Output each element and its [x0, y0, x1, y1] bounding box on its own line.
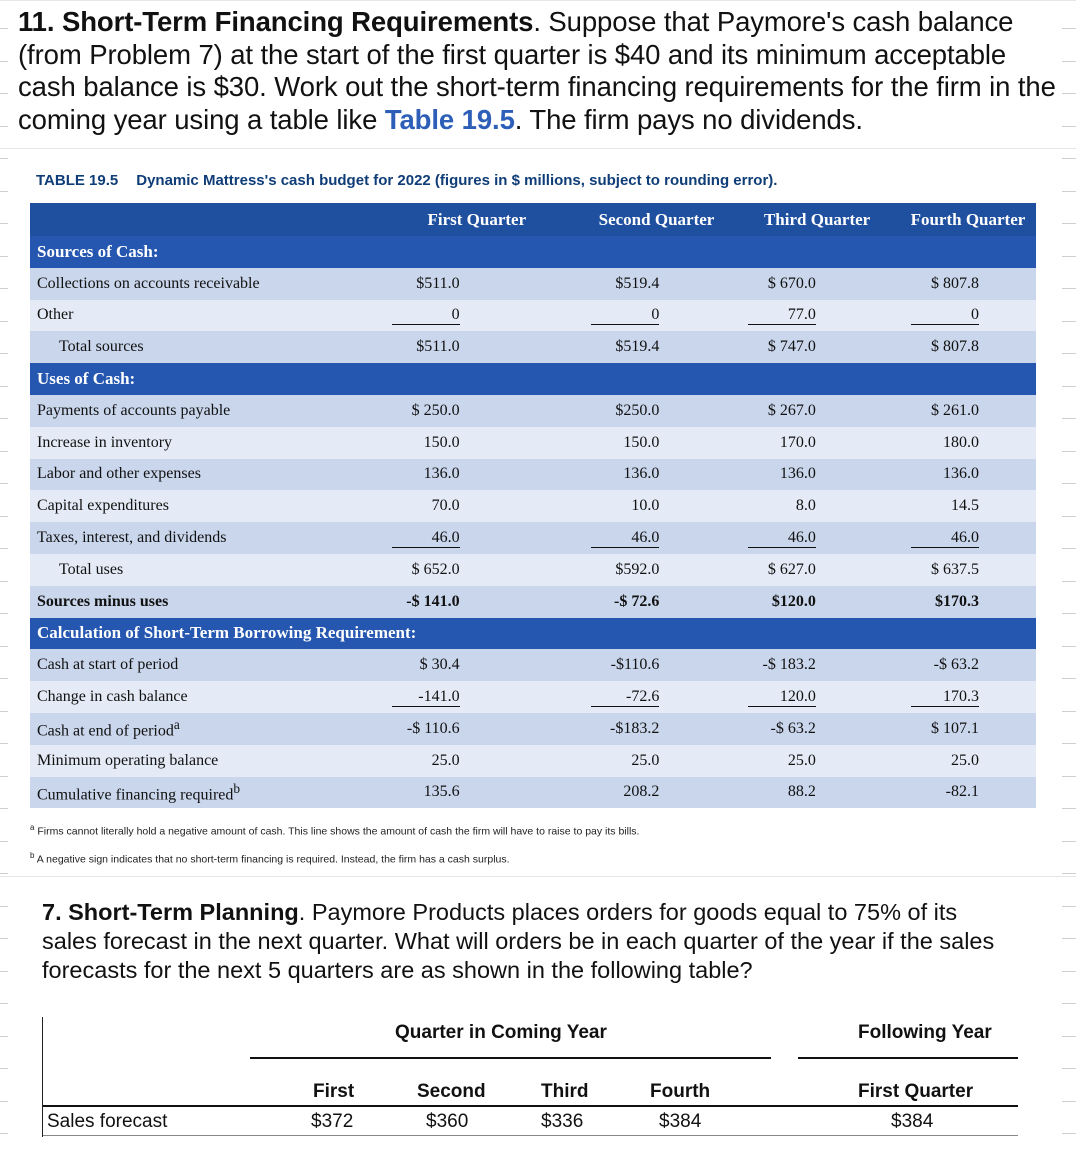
- cell-value-text: 136.0: [423, 465, 460, 483]
- grid-tick: [1062, 516, 1076, 517]
- cell-value-text: $592.0: [615, 560, 660, 578]
- row-label-text: Capital expenditures: [37, 497, 169, 515]
- table-row: [30, 268, 1036, 300]
- cell-value: [734, 681, 900, 713]
- cell-value-text: -$ 183.2: [762, 656, 816, 674]
- cell-value: [375, 300, 579, 332]
- table-row: [30, 490, 1036, 522]
- cell-value: [734, 649, 900, 681]
- row-label-text: Cash at end of period: [37, 722, 174, 740]
- cell-value: [900, 777, 1036, 809]
- cell-value: [375, 395, 579, 427]
- grid-tick: [0, 353, 8, 354]
- cell-value-text: $ 30.4: [419, 656, 460, 674]
- cell-value: [579, 649, 735, 681]
- table-row: [30, 713, 1036, 745]
- grid-tick: [1062, 483, 1076, 484]
- cell-value: [375, 649, 579, 681]
- cell-value: [734, 300, 900, 332]
- grid-tick: [0, 1068, 8, 1069]
- row-label-text: Other: [37, 306, 74, 324]
- row-label: [30, 554, 375, 586]
- cell-value-text: $ 107.1: [931, 719, 979, 737]
- cell-value: [900, 522, 1036, 554]
- cell-value: [375, 268, 579, 300]
- grid-tick: [1062, 353, 1076, 354]
- cell-value-text: 180.0: [943, 433, 979, 451]
- group-header-following-year: Following Year: [858, 1022, 992, 1043]
- table-row: [30, 331, 1036, 363]
- footnote-a-text: Firms cannot literally hold a negative amount of cash. This line shows the amount of cash the firm will have to raise to pay its bills.: [37, 825, 640, 838]
- header-rule: [43, 1105, 1018, 1107]
- cell-value: [734, 490, 900, 522]
- header-second-quarter: Second Quarter: [579, 203, 735, 236]
- row-label: [30, 777, 375, 809]
- row-label: [30, 649, 375, 681]
- problem-11-heading: 11. Short-Term Financing Requirements: [18, 6, 534, 37]
- table-row: [30, 395, 1036, 427]
- grid-tick: [0, 28, 8, 29]
- cell-value: [900, 554, 1036, 586]
- table-row: [30, 586, 1036, 618]
- row-label-text: Minimum operating balance: [37, 751, 219, 769]
- grid-tick: [1062, 93, 1076, 94]
- cell-value: [734, 554, 900, 586]
- section-borrowing-calculation: [30, 618, 1036, 650]
- cell-value: [375, 427, 579, 459]
- grid-tick: [1062, 873, 1076, 874]
- problem-11-text: [18, 6, 1058, 136]
- cell-value: [900, 681, 1036, 713]
- footnote-marker: a: [173, 717, 180, 733]
- header-fourth-quarter: Fourth Quarter: [900, 203, 1036, 236]
- cell-value: [375, 745, 579, 777]
- grid-tick: [0, 906, 8, 907]
- table-19-5-reference[interactable]: Table 19.5: [384, 103, 515, 135]
- cell-value-text: $519.4: [615, 338, 660, 356]
- cell-value-text: 135.6: [423, 783, 460, 801]
- row-label: [30, 395, 375, 427]
- row-label-text: Cumulative financing required: [37, 786, 234, 804]
- footnote-b-mark: b: [30, 851, 35, 860]
- cell-value-text: 25.0: [631, 751, 660, 769]
- row-label-text: Cash at start of period: [37, 656, 179, 674]
- problem-11-body-a: . Suppose that Paymore's cash balance (from Problem 7) at the start of the first quarter is $40 and its minimum acceptable cash balance is $30. Work out the short-term financing requirements for the firm in the coming year using a table like: [18, 6, 1056, 135]
- cell-value: [734, 777, 900, 809]
- cell-value-text: $ 747.0: [767, 338, 816, 356]
- cell-value-text: 46.0: [392, 529, 460, 548]
- grid-tick: [0, 873, 8, 874]
- grid-tick: [0, 93, 8, 94]
- col-second: Second: [417, 1081, 486, 1102]
- grid-tick: [1062, 906, 1076, 907]
- cell-value-text: 77.0: [748, 306, 816, 325]
- cell-value: [734, 459, 900, 491]
- row-label: [30, 745, 375, 777]
- grid-tick: [1062, 1036, 1076, 1037]
- cell-value-text: -$ 110.6: [406, 719, 460, 737]
- grid-tick: [0, 483, 8, 484]
- cell-value-text: 14.5: [951, 497, 979, 515]
- table-row: [30, 554, 1036, 586]
- cell-value-text: $519.4: [615, 274, 660, 292]
- grid-tick: [1062, 158, 1076, 159]
- cell-value-text: $ 637.5: [931, 560, 979, 578]
- col-fourth: Fourth: [650, 1081, 711, 1102]
- value-following-first: $384: [891, 1111, 934, 1132]
- grid-tick: [1062, 581, 1076, 582]
- cell-value-text: -$ 63.2: [770, 719, 816, 737]
- cell-value: [375, 777, 579, 809]
- section-borrowing-calculation-title: Calculation of Short-Term Borrowing Requirement:: [30, 618, 1036, 650]
- cell-value: [375, 490, 579, 522]
- cell-value-text: 0: [591, 306, 659, 325]
- cell-value-text: $ 652.0: [411, 560, 460, 578]
- grid-tick: [0, 1133, 8, 1134]
- cell-value: [900, 300, 1036, 332]
- problem-7-body: . Paymore Products places orders for goods equal to 75% of its sales forecast in the next quarter. What will orders be in each quarter of the year if the sales forecasts for the next 5 quarters are as shown in the following table?: [42, 899, 995, 983]
- cell-value-text: 0: [392, 306, 460, 325]
- row-label-text: Labor and other expenses: [37, 465, 201, 483]
- grid-tick: [0, 971, 8, 972]
- row-label-sales-forecast: Sales forecast: [47, 1111, 168, 1132]
- row-label: [30, 427, 375, 459]
- grid-tick: [0, 613, 8, 614]
- table-row: [30, 745, 1036, 777]
- row-label-text: Increase in inventory: [37, 433, 173, 451]
- cell-value-text: 46.0: [591, 529, 659, 548]
- value-fourth: $384: [659, 1111, 702, 1132]
- cell-value-text: 10.0: [631, 497, 660, 515]
- table-row: [30, 427, 1036, 459]
- table-row: [30, 649, 1036, 681]
- grid-tick: [1062, 321, 1076, 322]
- grid-tick: [1062, 61, 1076, 62]
- cell-value: [734, 713, 900, 745]
- cell-value-text: 25.0: [951, 751, 979, 769]
- cell-value-text: 150.0: [623, 433, 660, 451]
- value-second: $360: [426, 1111, 469, 1132]
- grid-tick: [1062, 841, 1076, 842]
- cell-value-text: 25.0: [431, 751, 460, 769]
- cell-value-text: 208.2: [623, 783, 660, 801]
- grid-tick: [0, 711, 8, 712]
- grid-tick: [0, 646, 8, 647]
- row-label-text: Payments of accounts payable: [37, 401, 231, 419]
- cell-value: [734, 331, 900, 363]
- grid-tick: [0, 1036, 8, 1037]
- cell-value: [375, 459, 579, 491]
- section-sources-of-cash-title: Sources of Cash:: [30, 236, 1036, 268]
- grid-tick: [1062, 646, 1076, 647]
- cell-value-text: 150.0: [423, 433, 460, 451]
- row-label: [30, 490, 375, 522]
- cell-value-text: 136.0: [779, 465, 816, 483]
- grid-tick: [0, 678, 8, 679]
- grid-tick: [1062, 938, 1076, 939]
- grid-tick: [0, 61, 8, 62]
- cell-value-text: 170.0: [779, 433, 816, 451]
- cell-value-text: 136.0: [623, 465, 660, 483]
- grid-tick: [0, 938, 8, 939]
- row-label: [30, 681, 375, 713]
- row-label-text: Sources minus uses: [37, 592, 169, 610]
- cell-value-text: -72.6: [591, 688, 659, 707]
- cell-value: [375, 554, 579, 586]
- grid-tick: [1062, 548, 1076, 549]
- cell-value: [900, 268, 1036, 300]
- row-label-text: Total sources: [59, 338, 144, 356]
- cell-value: [734, 745, 900, 777]
- grid-tick: [0, 808, 8, 809]
- grid-tick: [1062, 126, 1076, 127]
- value-first: $372: [311, 1111, 354, 1132]
- grid-tick: [0, 776, 8, 777]
- group-rule-coming-year: [250, 1057, 771, 1059]
- cell-value-text: -82.1: [945, 783, 979, 801]
- table-row: [30, 300, 1036, 332]
- cell-value: [734, 427, 900, 459]
- cell-value: [579, 777, 735, 809]
- grid-tick: [1062, 288, 1076, 289]
- grid-tick: [0, 516, 8, 517]
- cell-value: [900, 427, 1036, 459]
- cell-value-text: 136.0: [943, 465, 979, 483]
- row-label: [30, 459, 375, 491]
- value-third: $336: [541, 1111, 584, 1132]
- row-label: [30, 586, 375, 618]
- cell-value: [375, 586, 579, 618]
- footnote-b-text: A negative sign indicates that no short-term financing is required. Instead, the firm has a cash surplus.: [36, 853, 510, 866]
- cell-value-text: 170.3: [911, 688, 979, 707]
- row-label-text: Total uses: [59, 560, 124, 578]
- cell-value: [579, 427, 735, 459]
- grid-tick: [1062, 776, 1076, 777]
- col-first: First: [313, 1081, 355, 1102]
- grid-tick: [0, 126, 8, 127]
- cell-value: [734, 395, 900, 427]
- grid-tick: [0, 1003, 8, 1004]
- group-header-coming-year: Quarter in Coming Year: [395, 1022, 607, 1043]
- grid-tick: [1062, 1101, 1076, 1102]
- grid-tick: [0, 451, 8, 452]
- problem-11-body-b: . The firm pays no dividends.: [514, 103, 863, 135]
- grid-tick: [1062, 808, 1076, 809]
- problem-7-heading: 7. Short-Term Planning: [42, 899, 299, 925]
- cell-value: [900, 713, 1036, 745]
- grid-tick: [1062, 223, 1076, 224]
- grid-tick: [0, 1101, 8, 1102]
- cell-value-text: 46.0: [748, 529, 816, 548]
- cell-value: [900, 649, 1036, 681]
- cell-value: [900, 745, 1036, 777]
- grid-tick: [1062, 1003, 1076, 1004]
- grid-tick: [0, 743, 8, 744]
- col-first-quarter: First Quarter: [858, 1081, 974, 1102]
- grid-tick: [0, 548, 8, 549]
- cell-value: [900, 395, 1036, 427]
- cell-value: [375, 713, 579, 745]
- footnote-a-mark: a: [30, 823, 35, 832]
- cell-value-text: 25.0: [787, 751, 816, 769]
- cell-value: [900, 331, 1036, 363]
- cell-value-text: $ 670.0: [767, 274, 816, 292]
- table-number: TABLE 19.5: [36, 172, 119, 189]
- grid-tick: [0, 841, 8, 842]
- footnote-a: [30, 823, 639, 838]
- grid-tick: [1062, 386, 1076, 387]
- cell-value-text: -$183.2: [610, 719, 660, 737]
- cell-value: [579, 681, 735, 713]
- table-row: [30, 459, 1036, 491]
- table-caption-text: Dynamic Mattress's cash budget for 2022 (figures in $ millions, subject to rounding error).: [136, 172, 778, 189]
- cell-value-text: $250.0: [615, 401, 660, 419]
- cell-value: [579, 300, 735, 332]
- cell-value-text: $511.0: [416, 338, 460, 356]
- group-rule-following-year: [798, 1057, 1018, 1059]
- cell-value: [375, 331, 579, 363]
- grid-tick: [0, 256, 8, 257]
- cell-value-text: -$ 141.0: [406, 592, 460, 610]
- row-label: [30, 331, 375, 363]
- cell-value-text: -$110.6: [610, 656, 660, 674]
- cell-value: [375, 522, 579, 554]
- header-third-quarter: Third Quarter: [734, 203, 900, 236]
- grid-tick: [1062, 743, 1076, 744]
- table-header-row: [30, 203, 1036, 236]
- table-row: [30, 777, 1036, 809]
- cell-value: [579, 459, 735, 491]
- cash-budget-table: [30, 203, 1036, 808]
- grid-tick: [1062, 418, 1076, 419]
- cell-value-text: $170.3: [935, 592, 979, 610]
- cell-value-text: 70.0: [431, 497, 460, 515]
- cell-value: [900, 490, 1036, 522]
- col-third: Third: [541, 1081, 589, 1102]
- cell-value-text: -141.0: [392, 688, 460, 707]
- grid-tick: [0, 288, 8, 289]
- table-row: [30, 681, 1036, 713]
- cell-value: [579, 586, 735, 618]
- grid-tick: [1062, 613, 1076, 614]
- grid-tick: [0, 418, 8, 419]
- cell-value-text: $ 250.0: [411, 401, 460, 419]
- table-row: [30, 522, 1036, 554]
- grid-tick: [1062, 711, 1076, 712]
- grid-tick: [1062, 28, 1076, 29]
- grid-tick: [0, 386, 8, 387]
- cell-value: [579, 490, 735, 522]
- cell-value-text: $ 807.8: [931, 274, 979, 292]
- section-uses-of-cash-title: Uses of Cash:: [30, 363, 1036, 395]
- section-sources-of-cash: [30, 236, 1036, 268]
- cell-value: [579, 713, 735, 745]
- header-first-quarter: First Quarter: [375, 203, 579, 236]
- cell-value-text: 46.0: [911, 529, 979, 548]
- cell-value-text: 88.2: [787, 783, 816, 801]
- problem-7-text: [42, 898, 1012, 985]
- cell-value: [734, 522, 900, 554]
- cell-value-text: -$ 72.6: [614, 592, 660, 610]
- cell-value: [579, 331, 735, 363]
- cell-value-text: $ 627.0: [767, 560, 816, 578]
- row-label: [30, 713, 375, 745]
- grid-tick: [1062, 971, 1076, 972]
- row-label-text: Change in cash balance: [37, 688, 188, 706]
- cell-value: [734, 268, 900, 300]
- cell-value-text: 0: [911, 306, 979, 325]
- grid-tick: [1062, 678, 1076, 679]
- bottom-rule: [43, 1135, 1018, 1136]
- cell-value: [579, 745, 735, 777]
- cell-value: [579, 522, 735, 554]
- grid-tick: [0, 581, 8, 582]
- footnote-b: [30, 851, 510, 866]
- row-label: [30, 268, 375, 300]
- row-label: [30, 300, 375, 332]
- cell-value-text: 8.0: [795, 497, 816, 515]
- grid-tick: [0, 223, 8, 224]
- row-label-text: Collections on accounts receivable: [37, 274, 260, 292]
- table-caption: [36, 172, 777, 189]
- grid-tick: [0, 158, 8, 159]
- sales-forecast-table: [42, 1017, 1019, 1137]
- cell-value: [900, 586, 1036, 618]
- grid-tick: [1062, 451, 1076, 452]
- cell-value-text: $511.0: [416, 274, 460, 292]
- grid-tick: [0, 321, 8, 322]
- cell-value-text: $ 261.0: [931, 401, 979, 419]
- cell-value-text: 120.0: [748, 688, 816, 707]
- cell-value: [579, 395, 735, 427]
- cell-value-text: $120.0: [771, 592, 816, 610]
- section-uses-of-cash: [30, 363, 1036, 395]
- cell-value-text: -$ 63.2: [933, 656, 979, 674]
- cell-value-text: $ 267.0: [767, 401, 816, 419]
- cell-value: [579, 554, 735, 586]
- cell-value: [375, 681, 579, 713]
- cell-value: [734, 586, 900, 618]
- row-label: [30, 522, 375, 554]
- footnote-marker: b: [233, 780, 241, 796]
- cell-value: [579, 268, 735, 300]
- grid-tick: [1062, 191, 1076, 192]
- cell-value-text: $ 807.8: [931, 338, 979, 356]
- cell-value: [900, 459, 1036, 491]
- row-label-text: Taxes, interest, and dividends: [37, 529, 227, 547]
- grid-tick: [1062, 1068, 1076, 1069]
- grid-tick: [0, 191, 8, 192]
- grid-tick: [1062, 256, 1076, 257]
- grid-tick: [1062, 1133, 1076, 1134]
